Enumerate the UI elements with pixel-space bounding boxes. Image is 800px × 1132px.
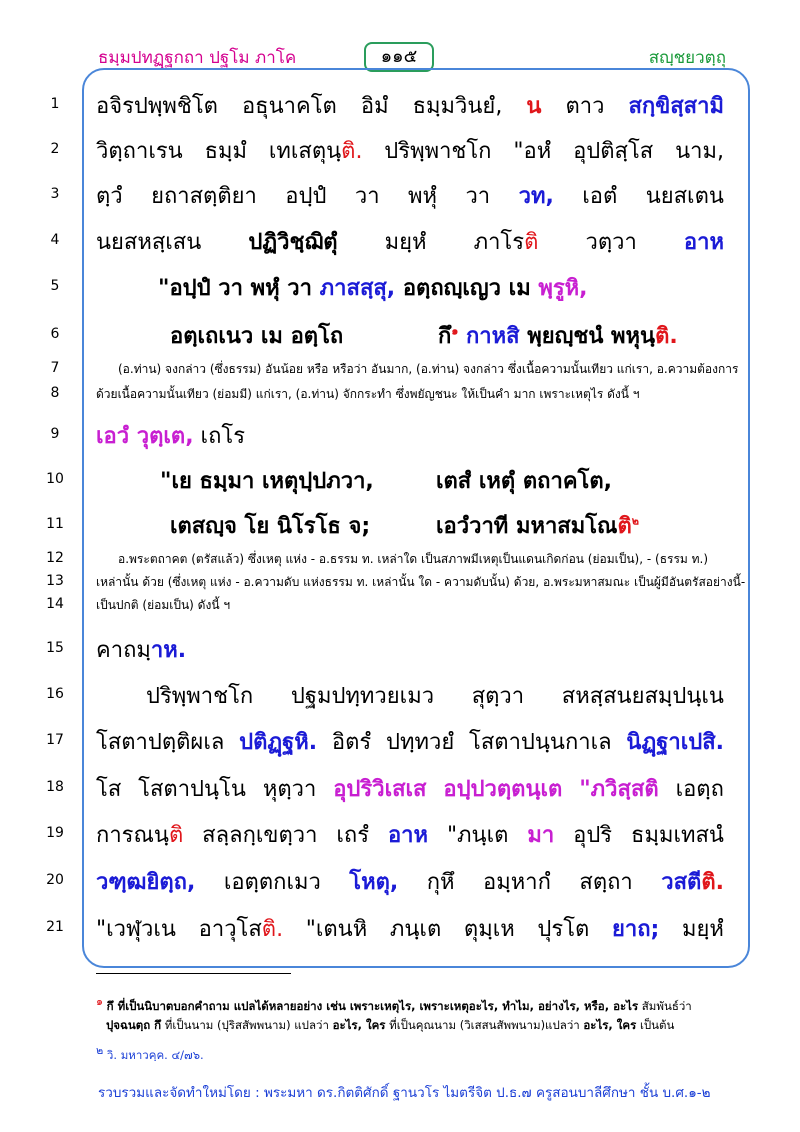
- word-text: สุตฺวา: [471, 684, 525, 709]
- word: [349, 864, 398, 899]
- word: [526, 88, 541, 123]
- word-text: ภนฺเต: [389, 917, 442, 942]
- word-text: โหตุ,: [349, 870, 399, 895]
- word: [527, 817, 554, 852]
- word-text: อจิรปพฺพชิโต: [96, 94, 218, 119]
- word-text: ยาถ;: [611, 917, 660, 942]
- page-number: ๑๑๕: [364, 42, 434, 72]
- word: [682, 911, 724, 946]
- word-text: ปติฏฺฐหิ.: [239, 730, 318, 755]
- aha-word: าห.: [150, 638, 187, 663]
- word: [390, 911, 441, 946]
- text-line: [96, 817, 724, 852]
- word: [675, 133, 724, 168]
- verse-part-d: พฺยญฺชนํ พหุนฺ: [527, 324, 656, 349]
- word-suffix: ติ: [168, 823, 184, 848]
- line-number: 6: [50, 326, 60, 342]
- verse-part-c: กาหสิ: [465, 324, 520, 349]
- word-text: ธมฺมวินยํ,: [412, 94, 503, 119]
- line-number: 9: [50, 426, 60, 442]
- word: [447, 817, 508, 852]
- footnote-1-part-e: กึ: [150, 1018, 162, 1032]
- gatha-word: คาถมฺ: [96, 638, 151, 663]
- word: [631, 817, 724, 852]
- word: [291, 678, 434, 713]
- word: [96, 817, 183, 852]
- word: [138, 771, 246, 806]
- verse-second-half: [436, 508, 639, 543]
- evam-vutte: เอวํ วุตฺเต,: [96, 424, 194, 449]
- footnote-1-mark: ๑: [96, 995, 103, 1008]
- word: [474, 224, 539, 259]
- word-text: สตฺถา: [579, 870, 633, 895]
- verse-first-half: "เย ธมฺมา เหตุปฺปภวา,: [160, 469, 374, 494]
- word: [469, 724, 612, 759]
- word: [582, 178, 617, 213]
- word-text: เทเสตุนฺ: [268, 139, 342, 164]
- verse-part-a: อตฺเถเนว เม อตฺโถ: [170, 324, 344, 349]
- word-text: "เตนหิ: [305, 917, 368, 942]
- text-line: [96, 771, 724, 806]
- word-text: ธมฺมํ: [204, 139, 247, 164]
- line-number: 7: [50, 360, 60, 376]
- word: [646, 178, 724, 213]
- word: [224, 864, 321, 899]
- word: [96, 88, 218, 123]
- word-text: สกฺขิสฺสามิ: [628, 94, 724, 119]
- word-text: วิตฺถาเรน: [96, 139, 183, 164]
- translation-line: (อ.ท่าน) จงกล่าว (ซึ่งธรรม) อันน้อย หรือ หรือว่า อันมาก, (อ.ท่าน) จงกล่าว ซึ่งเนื้อความนั้นเทียว แก่เรา, อ.ความต้องการ: [118, 362, 739, 376]
- footnote-ref-1: ๑: [451, 324, 459, 338]
- verse-part-2: ภาสสฺสุ,: [319, 276, 396, 301]
- word-text: การณนฺ: [96, 823, 169, 848]
- word: [361, 88, 389, 123]
- text-line: [96, 911, 724, 946]
- word-text: วสตี: [661, 870, 702, 895]
- text-line: [96, 178, 724, 213]
- word-suffix: ติ.: [701, 870, 724, 895]
- footnote-1-part-j: เป็นต้น: [636, 1018, 675, 1032]
- footnote-1-part-g: อะไร, ใคร: [332, 1018, 386, 1032]
- word-text: โส: [96, 777, 122, 802]
- word-text: อปฺปํ: [285, 184, 327, 209]
- translation-line: ด้วยเนื้อความนั้นเทียว (ย่อมมี) แก่เรา, (อ.ท่าน) จักกระทำ ซึ่งพยัญชนะ ให้เป็นคำ มาก เพราะเหตุไร ดังนี้ ฯ: [96, 387, 640, 401]
- iti-word: ติ: [617, 514, 632, 539]
- translation-line: เป็นปกติ (ย่อมเป็น) ดังนี้ ฯ: [96, 598, 231, 612]
- word: [388, 817, 428, 852]
- line-number: 20: [46, 872, 64, 888]
- word-text: เอตฺตกเมว: [223, 870, 321, 895]
- word: [386, 724, 454, 759]
- word-text: ธมฺมเทสนํ: [631, 823, 724, 848]
- word-suffix: ติ: [524, 230, 539, 255]
- text-line: [96, 864, 724, 899]
- word-text: ยถาสตฺติยา: [151, 184, 257, 209]
- word-text: เถรํ: [336, 823, 370, 848]
- word: [96, 911, 176, 946]
- word-text: ปุรโต: [537, 917, 590, 942]
- line-number: 14: [46, 596, 64, 612]
- word: [384, 133, 491, 168]
- translation-line: เหล่านั้น ด้วย (ซึ่งเหตุ แห่ง - อ.ความดับ แห่งธรรม ท. เหล่านั้น ใด - ความดับนั้น) ด้วย, อ.พระมหาสมณะ เป็นผู้มีอันตรัสอย่างนี้-: [96, 575, 746, 589]
- line-number: 15: [46, 640, 64, 656]
- word-text: โสตาปนฺโน: [138, 777, 246, 802]
- footnote-1-cont: [106, 1017, 746, 1035]
- word-text: อมฺหากํ: [483, 870, 551, 895]
- word: [464, 911, 515, 946]
- line-number: 17: [46, 732, 64, 748]
- line-number: 18: [46, 779, 64, 795]
- verse-part-1: "อปฺปํ วา พหุํ วา: [158, 276, 320, 301]
- translation-line: อ.พระตถาคต (ตรัสแล้ว) ซึ่งเหตุ แห่ง - อ.ธรรม ท. เหล่าใด เป็นสภาพมีเหตุเป็นแดนเกิดก่อน (ย่อมเป็น), - (ธรรม ท.): [118, 552, 709, 566]
- word: [413, 88, 503, 123]
- word: [269, 133, 363, 168]
- word-text: ตฺวํ: [96, 184, 123, 209]
- line-number: 10: [46, 471, 64, 487]
- word: [676, 771, 724, 806]
- kim-word: กึ: [438, 324, 452, 349]
- line-number: 11: [46, 516, 64, 532]
- word: [96, 864, 195, 899]
- word: [263, 771, 317, 806]
- verse-first-half: เตสญฺจ โย นิโรโธ จ;: [170, 514, 371, 539]
- page-footer: รวบรวมและจัดทำใหม่โดย : พระมหา ดร.กิตติศักดิ์ ฐานวโร ไมตรีจิต ป.ธ.๗ ครูสอนบาลีศึกษา ชั้น บ.ศ.๑-๒: [98, 1085, 711, 1101]
- word: [472, 678, 524, 713]
- footnote-rule: [96, 973, 291, 974]
- word-text: วท,: [518, 184, 554, 209]
- word: [519, 178, 554, 213]
- footnote-ref-2: ๒: [631, 514, 640, 528]
- word-text: "ภนฺเต: [446, 823, 509, 848]
- word: [465, 178, 490, 213]
- word-text: นาม,: [675, 139, 724, 164]
- word-text: วตฺวา: [585, 230, 637, 255]
- footnote-2: [96, 1041, 736, 1065]
- word: [239, 724, 317, 759]
- line-number: 12: [46, 550, 64, 566]
- word: [96, 224, 201, 259]
- word: [483, 864, 551, 899]
- verse-second-half: [436, 463, 612, 498]
- line-number: 1: [50, 96, 60, 112]
- line-number: 13: [46, 573, 64, 589]
- line-number: 2: [50, 141, 60, 157]
- word: [146, 678, 253, 713]
- word-text: สหสฺสนยสมฺปนฺเน: [561, 684, 724, 709]
- footnote-1-part-i: อะไร, ใคร: [583, 1018, 637, 1032]
- word: [684, 224, 724, 259]
- word: [242, 88, 337, 123]
- word: [579, 864, 632, 899]
- word-text: มยฺหํ: [384, 230, 427, 255]
- text-line: [96, 632, 724, 667]
- verse-second-text: เอวํวาที มหาสมโณ: [436, 514, 618, 539]
- word: [573, 817, 612, 852]
- line-number: 5: [50, 278, 60, 294]
- word-text: ตุมฺเห: [463, 917, 515, 942]
- word-text: "อหํ: [513, 139, 552, 164]
- verse-part-3: อตฺถญฺเญว เม: [395, 276, 539, 301]
- word-text: วา: [465, 184, 491, 209]
- word-text: ปฏิวิชฺฌิตุํ: [248, 230, 338, 255]
- text-line: [146, 678, 724, 713]
- word: [537, 911, 589, 946]
- word-text: นิฏฺฐาเปสิ.: [626, 730, 724, 755]
- verse-part-b: [438, 318, 678, 353]
- word: [248, 224, 337, 259]
- word-text: อุปริ: [573, 823, 613, 848]
- footnote-2-text: วิ. มหาวคฺค. ๔/๗๖.: [103, 1047, 204, 1062]
- word-text: กุหึ: [426, 870, 455, 895]
- word: [332, 724, 371, 759]
- word: [96, 133, 183, 168]
- word: [202, 817, 317, 852]
- word-text: "ภวิสฺสติ: [579, 777, 659, 802]
- word: [626, 724, 724, 759]
- word-text: อุปติสฺโส: [573, 139, 654, 164]
- word-text: "เวฬุวเน: [96, 917, 176, 942]
- text-line: [96, 724, 724, 759]
- word-text: น: [526, 94, 542, 119]
- text-line: [96, 133, 724, 168]
- word: [285, 178, 326, 213]
- word-text: อิตรํ: [331, 730, 372, 755]
- word-text: นยสหสฺเสน: [96, 230, 202, 255]
- header-title: ธมฺมปทฏฺฐกถา ปฐโม ภาโค: [98, 48, 297, 68]
- word: [565, 88, 604, 123]
- word-text: ภาโร: [473, 230, 525, 255]
- word: [96, 178, 123, 213]
- word: [336, 817, 369, 852]
- footnote-1: [96, 992, 736, 1016]
- word: [579, 771, 658, 806]
- chapter-title: สญฺชยวตฺถุ: [648, 48, 726, 68]
- footnote-1-part-a: กึ ที่เป็นนิบาตบอกคำถาม แปลได้หลายอย่าง เช่น: [106, 998, 350, 1013]
- word: [306, 911, 367, 946]
- text-line: [96, 418, 724, 453]
- word-suffix: ติ.: [261, 917, 284, 942]
- thero-word: เถโร: [193, 424, 246, 449]
- word-text: ปฐมปทฺทวยเมว: [290, 684, 435, 709]
- verse-part-e: ติ.: [655, 324, 678, 349]
- line-number: 8: [50, 385, 60, 401]
- word-text: อธุนาคโต: [241, 94, 337, 119]
- footnote-1-part-h: ที่เป็นคุณนาม (วิเสสนสัพพนาม)แปลว่า: [385, 1018, 584, 1032]
- word: [443, 771, 562, 806]
- line-number: 16: [46, 686, 64, 702]
- word: [427, 864, 455, 899]
- word: [573, 133, 653, 168]
- word-text: ปริพฺพาชโก: [146, 684, 254, 709]
- footnote-2-mark: ๒: [96, 1044, 104, 1057]
- word: [408, 178, 437, 213]
- word-text: เอตํ: [582, 184, 618, 209]
- word: [96, 771, 121, 806]
- word: [385, 224, 427, 259]
- line-number: 4: [50, 232, 60, 248]
- footnote-1-part-f: ที่เป็นนาม (ปุริสสัพพนาม) แปลว่า: [161, 1018, 333, 1032]
- word: [661, 864, 724, 899]
- word-text: ปริพฺพาชโก: [384, 139, 492, 164]
- word-text: มา: [527, 823, 555, 848]
- word: [612, 911, 659, 946]
- word-text: เอตฺถ: [675, 777, 724, 802]
- word: [562, 678, 724, 713]
- word-text: พหุํ: [408, 184, 438, 209]
- word: [628, 88, 724, 123]
- word-text: อาห: [683, 230, 724, 255]
- footnote-1-part-b: เพราะเหตุไร, เพราะเหตุอะไร, ทำไม, อย่างไร, หรือ, อะไร: [349, 998, 639, 1013]
- word: [205, 133, 247, 168]
- footnote-1-part-d: ปุจฉนตฺถ: [106, 1018, 151, 1032]
- word: [96, 724, 224, 759]
- word-text: วฑฺฒยิตฺถ,: [96, 870, 196, 895]
- footnote-1-part-c: สัมพันธ์ว่า: [638, 998, 692, 1013]
- word-text: อาห: [387, 823, 429, 848]
- line-number: 3: [50, 186, 60, 202]
- word-text: อิมํ: [360, 94, 389, 119]
- word: [585, 224, 636, 259]
- word-text: อปฺปวตฺตนฺเต: [443, 777, 563, 802]
- verse-part-4: พฺรูหิ,: [538, 276, 588, 301]
- word-text: มยฺหํ: [682, 917, 724, 942]
- word-text: สลฺลกฺเขตฺวา: [202, 823, 318, 848]
- word: [151, 178, 257, 213]
- word: [199, 911, 283, 946]
- word-text: หุตฺวา: [262, 777, 317, 802]
- word-text: โสตาปตฺติผเล: [96, 730, 225, 755]
- text-line: [96, 224, 724, 259]
- verse-line: [158, 270, 786, 305]
- word-text: อาวุโส: [198, 917, 262, 942]
- word-text: นยสเตน: [645, 184, 724, 209]
- word: [355, 178, 380, 213]
- word: [513, 133, 551, 168]
- word-suffix: ติ.: [341, 139, 363, 164]
- word-text: วา: [354, 184, 380, 209]
- line-number: 19: [46, 825, 64, 841]
- word: [333, 771, 426, 806]
- word-text: โสตาปนฺนกาเล: [469, 730, 612, 755]
- verse-second-text: เตสํ เหตุํ ตถาคโต,: [436, 469, 612, 494]
- line-number: 21: [46, 919, 64, 935]
- word-text: ปทฺทวยํ: [386, 730, 455, 755]
- word-text: ตาว: [565, 94, 605, 119]
- word-text: อุปริวิเสเส: [333, 777, 427, 802]
- text-line: [96, 88, 724, 123]
